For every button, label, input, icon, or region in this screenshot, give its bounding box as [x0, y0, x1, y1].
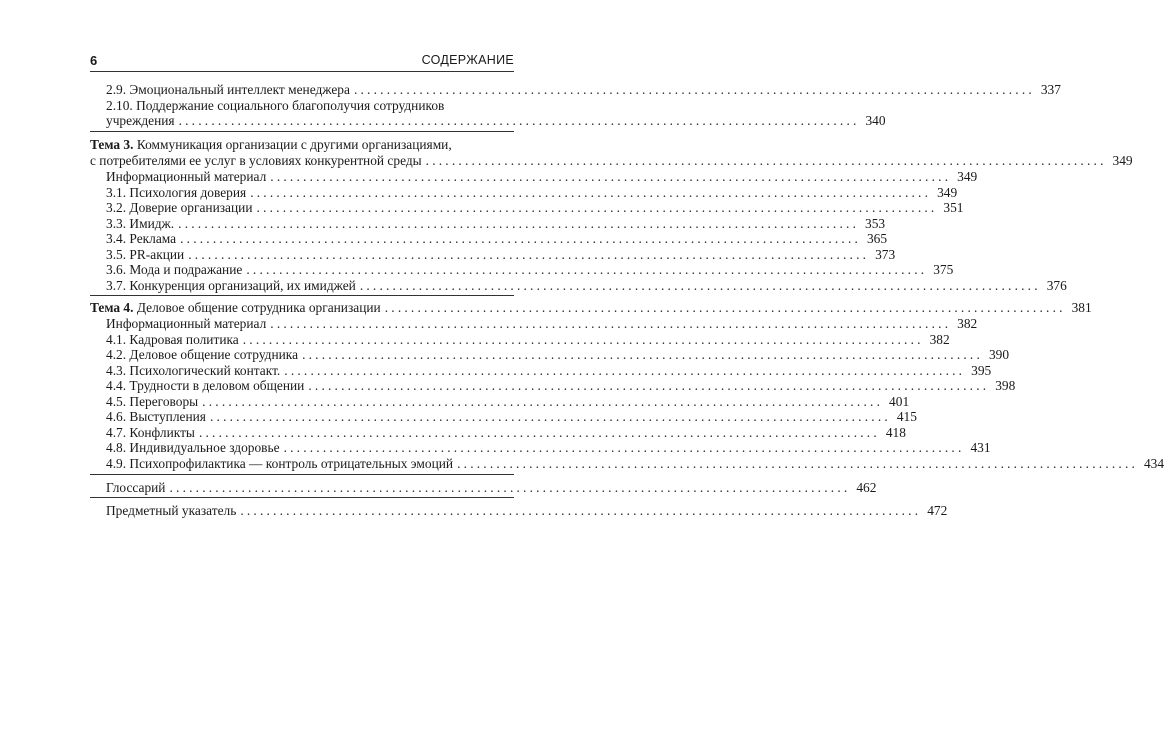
toc-entry-page: 472: [927, 503, 948, 518]
dot-leader: ........................................................................................................: [308, 378, 990, 393]
toc-entry-page: 373: [875, 246, 896, 262]
toc-entry-page: 390: [988, 347, 1010, 362]
toc-entry: [90, 331, 950, 348]
toc-entry: [90, 113, 886, 129]
toc-entry: [90, 316, 978, 332]
toc-entry-page: 349: [937, 184, 958, 200]
dot-leader: ........................................................................................................: [180, 231, 862, 246]
topic-4-label: Тема 4.: [90, 300, 134, 315]
toc-entry-title: Предметный указатель: [106, 503, 237, 518]
page-header: [90, 53, 514, 72]
dot-leader: ........................................................................................................: [256, 200, 938, 215]
dot-leader: ........................................................................................................: [242, 331, 924, 347]
topic-3-heading-line1: [90, 137, 514, 153]
toc-entry: [90, 246, 896, 263]
toc-entry: [90, 409, 917, 425]
toc-entry-page: 376: [1046, 277, 1067, 293]
toc-entry: [90, 347, 1010, 363]
toc-entry: [90, 440, 991, 456]
dot-leader: ........................................................................................................: [302, 347, 984, 362]
dot-leader: ........................................................................................................: [270, 316, 952, 331]
dot-leader: ........................................................................................................: [202, 393, 884, 409]
dot-leader: ........................................................................................................: [250, 184, 932, 200]
dot-leader: ........................................................................................................: [425, 153, 1107, 168]
dot-leader: ........................................................................................................: [188, 246, 870, 262]
section-divider: [90, 474, 514, 475]
topic-4-heading: [90, 300, 381, 316]
dot-leader: ........................................................................................................: [178, 215, 860, 231]
toc-entry-title: 3.6. Мода и подражание: [106, 262, 243, 277]
toc-entry-page: 351: [943, 200, 964, 215]
toc-entry-page: 349: [957, 169, 978, 184]
toc-entry: [90, 184, 958, 201]
dot-leader: ........................................................................................................: [240, 503, 922, 518]
toc-entry: [90, 200, 964, 216]
toc-entry-page: 382: [929, 331, 950, 347]
dot-leader: ........................................................................................................: [246, 262, 928, 277]
dot-leader: ........................................................................................................: [353, 82, 1035, 97]
toc-entry-title: Глоссарий: [106, 480, 166, 495]
toc-entry-page: 375: [933, 262, 954, 277]
toc-entry-title: 4.7. Конфликты: [106, 424, 195, 440]
toc-entry-page: 365: [866, 231, 888, 246]
toc-entry-title: 3.7. Конкуренция организаций, их имиджей: [106, 277, 356, 293]
toc-entry-line1: 2.10. Поддержание социального благополучия сотрудников: [106, 98, 445, 113]
dot-leader: ........................................................................................................: [384, 300, 1066, 315]
toc-entry-page: 382: [957, 316, 978, 331]
toc-entry-title: 3.1. Психология доверия: [106, 184, 247, 200]
dot-leader: ........................................................................................................: [284, 362, 966, 378]
toc-entry-page: 462: [856, 480, 877, 495]
page-number: 6: [90, 53, 98, 68]
toc-entry: [90, 300, 1092, 316]
toc-entry-page: 401: [889, 393, 910, 409]
toc-entry: [90, 424, 906, 441]
toc-entry-title: 2.9. Эмоциональный интеллект менеджера: [106, 82, 350, 97]
dot-leader: ........................................................................................................: [359, 277, 1041, 293]
toc-entry-title: Информационный материал: [106, 316, 267, 331]
toc-entry: [90, 169, 978, 185]
dot-leader: ........................................................................................................: [198, 424, 880, 440]
toc-entry-title: 3.3. Имидж.: [106, 215, 175, 231]
topic-3-title-line2: с потребителями ее услуг в условиях конкурентной среды: [90, 153, 422, 168]
toc-entry: [90, 503, 948, 519]
toc-entry-page: 434: [1143, 455, 1164, 471]
toc-entry-page: 349: [1112, 153, 1133, 168]
toc-entry-title: 3.5. PR-акции: [106, 246, 185, 262]
toc-entry-title: 3.4. Реклама: [106, 231, 177, 246]
toc-entry: [90, 231, 888, 247]
toc-entry: [90, 262, 954, 278]
toc-entry-title: 4.8. Индивидуальное здоровье: [106, 440, 280, 455]
topic-4-title: Деловое общение сотрудника организации: [136, 300, 381, 315]
header-rule: [90, 71, 514, 72]
toc-entry-page: 381: [1071, 300, 1092, 315]
toc-entry-title: 4.6. Выступления: [106, 409, 206, 424]
toc-entry-page: 398: [995, 378, 1016, 393]
toc-entry-page: 431: [970, 440, 991, 455]
toc-entry: [90, 82, 1061, 98]
toc-entry-page: 340: [865, 113, 886, 128]
dot-leader: ........................................................................................................: [270, 169, 952, 184]
toc-entry-page: 337: [1040, 82, 1061, 97]
section-divider: [90, 131, 514, 132]
running-title: СОДЕРЖАНИЕ: [421, 53, 514, 67]
toc-entry-page: 418: [885, 424, 906, 440]
section-divider: [90, 497, 514, 498]
toc-entry-page: 353: [865, 215, 886, 231]
toc-entry-title: 4.9. Психопрофилактика — контроль отрицательных эмоций: [106, 455, 454, 471]
toc-entry-title: учреждения: [106, 113, 175, 128]
dot-leader: ........................................................................................................: [283, 440, 965, 455]
toc-entry: [90, 153, 1133, 169]
toc-entry: [90, 215, 886, 232]
dot-leader: ........................................................................................................: [169, 480, 851, 495]
topic-3-label: Тема 3.: [90, 137, 134, 152]
toc-entry: [90, 455, 1164, 472]
toc-entry-title: 4.1. Кадровая политика: [106, 331, 239, 347]
toc-entry: [90, 277, 1067, 294]
toc-entry-page: 415: [896, 409, 917, 424]
dot-leader: ........................................................................................................: [178, 113, 860, 128]
toc-entry-title: 4.5. Переговоры: [106, 393, 199, 409]
toc-entry-title: 4.3. Психологический контакт.: [106, 362, 281, 378]
section-divider: [90, 295, 514, 296]
toc-entry-title: Информационный материал: [106, 169, 267, 184]
toc-entry-page: 395: [971, 362, 992, 378]
toc-entry: [90, 378, 1016, 394]
dot-leader: ........................................................................................................: [457, 455, 1139, 471]
toc-entry: [90, 480, 877, 496]
topic-3-title-line1: Коммуникация организации с другими организациями,: [136, 137, 452, 152]
toc-entry: [90, 362, 992, 379]
toc-entry: [90, 393, 910, 410]
toc-entry-title: 4.2. Деловое общение сотрудника: [106, 347, 299, 362]
dot-leader: ........................................................................................................: [209, 409, 891, 424]
toc-entry-title: 4.4. Трудности в деловом общении: [106, 378, 305, 393]
toc-entry-title: 3.2. Доверие организации: [106, 200, 253, 215]
